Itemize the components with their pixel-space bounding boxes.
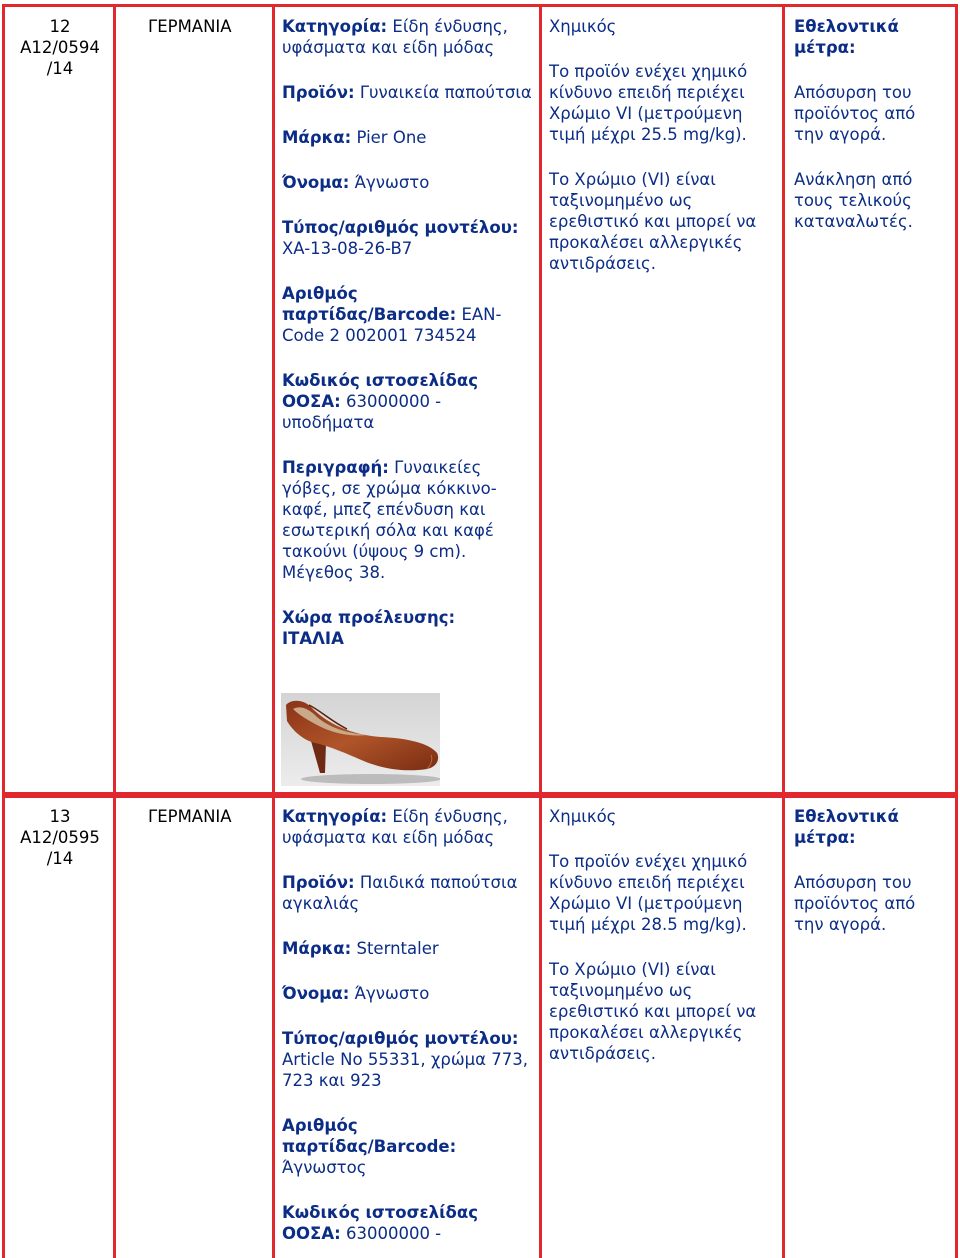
hazard-details: [549, 16, 777, 274]
oecd-field: [282, 1202, 532, 1244]
model-value: Article No 55331, χρώμα 773, 723 και 923: [282, 1050, 529, 1090]
risk-type: Χημικός: [549, 17, 617, 36]
column-divider: [272, 4, 275, 1258]
product-label: Προϊόν:: [282, 83, 355, 102]
product-field: [282, 872, 532, 914]
column-divider: [539, 4, 542, 1258]
oecd-label: Κωδικός ιστοσελίδας ΟΟΣΑ:: [282, 1203, 478, 1243]
name-field: [282, 983, 532, 1004]
name-value: Άγνωστο: [354, 984, 430, 1003]
oecd-value: 63000000 -: [345, 1224, 442, 1243]
model-label: Τύπος/αριθμός μοντέλου:: [282, 218, 519, 237]
oecd-value: 63000000 - υποδήματα: [282, 392, 442, 432]
barcode-value: Άγνωστος: [282, 1158, 367, 1177]
record-number: 13: [49, 807, 71, 826]
barcode-field: [282, 1115, 532, 1178]
record-year: /14: [46, 849, 74, 868]
product-label: Προϊόν:: [282, 873, 355, 892]
brand-value: Sterntaler: [356, 939, 439, 958]
category-field: [282, 806, 532, 848]
product-field: [282, 82, 532, 103]
row-divider: [2, 793, 958, 796]
brand-field: [282, 938, 532, 959]
column-divider: [782, 4, 785, 1258]
notifying-country: ΓΕΡΜΑΝΙΑ: [148, 807, 232, 826]
brand-label: Μάρκα:: [282, 939, 352, 958]
risk-description: Το προϊόν ενέχει χημικό κίνδυνο επειδή περιέχει Χρώμιο VI (μετρούμενη τιμή μέχρι 28.5 mg/kg).: [549, 852, 748, 934]
measures: [794, 806, 944, 935]
record-code: A12/0595: [20, 828, 100, 847]
model-value: XA-13-08-26-B7: [282, 239, 413, 258]
measures-label: Εθελοντικά μέτρα:: [794, 17, 899, 57]
hazard-details: [549, 806, 777, 1064]
oecd-field: [282, 370, 532, 433]
barcode-label: Αριθμός παρτίδας/Barcode:: [282, 1116, 457, 1156]
measures: [794, 16, 944, 232]
record-id: [10, 16, 110, 79]
measure-withdrawal: Απόσυρση του προϊόντος από την αγορά.: [794, 873, 916, 934]
brand-value: Pier One: [356, 128, 427, 147]
product-value: Γυναικεία παπούτσια: [359, 83, 532, 102]
category-label: Κατηγορία:: [282, 807, 388, 826]
description-value: Γυναικείες γόβες, σε χρώμα κόκκινο-καφέ, μπεζ επένδυση και εσωτερική σόλα και καφέ τακούνι (ύψους 9 cm). Μέγεθος 38.: [282, 458, 497, 582]
product-details: [282, 16, 532, 649]
product-photo: [281, 693, 440, 786]
category-label: Κατηγορία:: [282, 17, 388, 36]
measure-recall: Ανάκληση από τους τελικούς καταναλωτές.: [794, 170, 913, 231]
name-value: Άγνωστο: [354, 173, 430, 192]
origin-label: Χώρα προέλευσης:: [282, 608, 456, 627]
brand-field: [282, 127, 532, 148]
record-number: 12: [49, 17, 71, 36]
category-value: Είδη ένδυσης, υφάσματα και είδη μόδας: [282, 807, 508, 847]
record-code: A12/0594: [20, 38, 100, 57]
name-label: Όνομα:: [282, 173, 350, 192]
model-field: [282, 217, 532, 259]
product-details: [282, 806, 532, 1244]
model-label: Τύπος/αριθμός μοντέλου:: [282, 1029, 519, 1048]
model-field: [282, 1028, 532, 1091]
product-value: Παιδικά παπούτσια αγκαλιάς: [282, 873, 518, 913]
risk-description: Το προϊόν ενέχει χημικό κίνδυνο επειδή περιέχει Χρώμιο VI (μετρούμενη τιμή μέχρι 25.5 mg/kg).: [549, 62, 748, 144]
description-field: [282, 457, 532, 583]
oecd-label: Κωδικός ιστοσελίδας ΟΟΣΑ:: [282, 371, 478, 411]
origin-value: ΙΤΑΛΙΑ: [282, 629, 344, 648]
notifying-country: ΓΕΡΜΑΝΙΑ: [148, 17, 232, 36]
barcode-field: [282, 283, 532, 346]
category-value: Είδη ένδυσης, υφάσματα και είδη μόδας: [282, 17, 508, 57]
name-field: [282, 172, 532, 193]
risk-explanation: Το Χρώμιο (VI) είναι ταξινομημένο ως ερεθιστικό και μπορεί να προκαλέσει αλλεργικές αντιδράσεις.: [549, 170, 757, 273]
brand-label: Μάρκα:: [282, 128, 352, 147]
record-year: /14: [46, 59, 74, 78]
category-field: [282, 16, 532, 58]
origin-field: [282, 607, 532, 649]
risk-type: Χημικός: [549, 807, 617, 826]
description-label: Περιγραφή:: [282, 458, 389, 477]
barcode-value: EAN-Code 2 002001 734524: [282, 305, 502, 345]
measures-label: Εθελοντικά μέτρα:: [794, 807, 899, 847]
column-divider: [113, 4, 116, 1258]
measure-withdrawal: Απόσυρση του προϊόντος από την αγορά.: [794, 83, 916, 144]
barcode-label: Αριθμός παρτίδας/Barcode:: [282, 284, 457, 324]
risk-explanation: Το Χρώμιο (VI) είναι ταξινομημένο ως ερεθιστικό και μπορεί να προκαλέσει αλλεργικές αντιδράσεις.: [549, 960, 757, 1063]
record-id: [10, 806, 110, 869]
name-label: Όνομα:: [282, 984, 350, 1003]
